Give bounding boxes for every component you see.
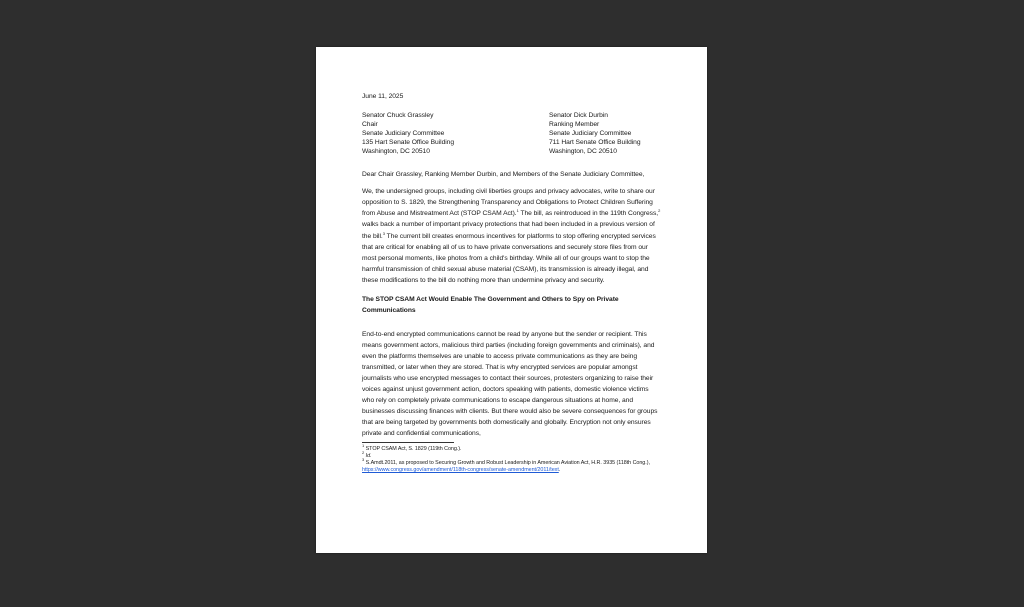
footnote-text-end: . (558, 466, 561, 473)
footnote-number: 2 (362, 450, 365, 456)
footnote-3 (362, 457, 662, 474)
salutation: Dear Chair Grassley, Ranking Member Durbin, and Members of the Senate Judiciary Committee, (362, 171, 645, 179)
footnote-link[interactable]: https://www.congress.gov/amendment/118th-congress/senate-amendment/2011/text (362, 466, 559, 473)
footnote-1 (362, 443, 662, 456)
paragraph-encryption: End-to-end encrypted communications cannot be read by anyone but the sender or recipient. This means government actors, malicious third parties (including foreign governments and criminals), and even the platforms themselves are unable to access private communications as they are being transmitted, or later when they are stored. That is why encrypted services are popular amongst journalists who use encrypted messages to contact their sources, protesters organizing to raise their voices against unjust government action, doctors speaking with patients, domestic violence victims who rely on completely private communications to escape dangerous situations at home, and businesses discussing finances with clients. But there would also be severe consequences for groups that are being targeted by governments both domestically and globally. Encryption not only ensures private and confidential communications, (362, 330, 658, 438)
paragraph-text: We, the undersigned groups, including civil liberties groups and privacy advocates, write to share our opposition to S. 1829, the Strengthening Transparency and Obligations to Protect Children Suffering from Abuse and Mistreatment Act (STOP CSAM Act). (362, 188, 655, 218)
letter-body (362, 93, 662, 473)
recipient-address-left (362, 112, 482, 157)
footnote-number: 1 (362, 443, 365, 449)
paragraph-text: walks back a number of important privacy protections that had been included in a previous version of the bill. (362, 221, 655, 240)
recipient-address-right (549, 112, 662, 157)
address-block (362, 112, 662, 157)
address-line: Senate Judiciary Committee (549, 129, 632, 137)
address-line: 135 Hart Senate Office Building (362, 138, 455, 146)
footnote-divider (362, 442, 454, 443)
address-line: Washington, DC 20510 (549, 147, 617, 155)
address-line: Chair (362, 120, 378, 128)
paragraph-intro (362, 186, 662, 285)
footnote-ref[interactable]: 3 (382, 230, 385, 236)
document-page (316, 47, 707, 553)
address-line: Ranking Member (549, 120, 600, 128)
footnote-text: STOP CSAM Act, S. 1829 (119th Cong.). (364, 446, 462, 453)
letter-date: June 11, 2025 (362, 93, 404, 100)
address-line: 711 Hart Senate Office Building (549, 138, 641, 146)
footnotes (362, 443, 662, 473)
footnote-text: S.Amdt.2011, as proposed to Securing Growth and Robust Leadership in American Aviation Act, H.R. 3935 (118th Cong.), (364, 459, 650, 466)
address-line: Senate Judiciary Committee (362, 129, 445, 137)
paragraph-text: The bill, as reintroduced in the 119th Congress, (518, 210, 659, 218)
address-line: Washington, DC 20510 (362, 147, 430, 155)
address-line: Senator Chuck Grassley (362, 111, 434, 119)
footnote-ref[interactable]: 2 (658, 208, 661, 214)
footnote-text: Id. (364, 453, 372, 460)
address-line: Senator Dick Durbin (549, 111, 608, 119)
footnote-number: 3 (362, 457, 365, 463)
paragraph-text: The current bill creates enormous incentives for platforms to stop offering encrypted services that are critical for enabling all of us to have private conversations and securely store files from our most personal moments, like photos from a child's birthday. While all of our groups want to stop the harmful transmission of child sexual abuse material (CSAM), its transmission is already illegal, and these modifications to the bill do nothing more than undermine privacy and security. (362, 232, 656, 284)
section-heading: The STOP CSAM Act Would Enable The Government and Others to Spy on Private Communications (362, 295, 619, 314)
footnote-ref[interactable]: 1 (516, 208, 519, 214)
